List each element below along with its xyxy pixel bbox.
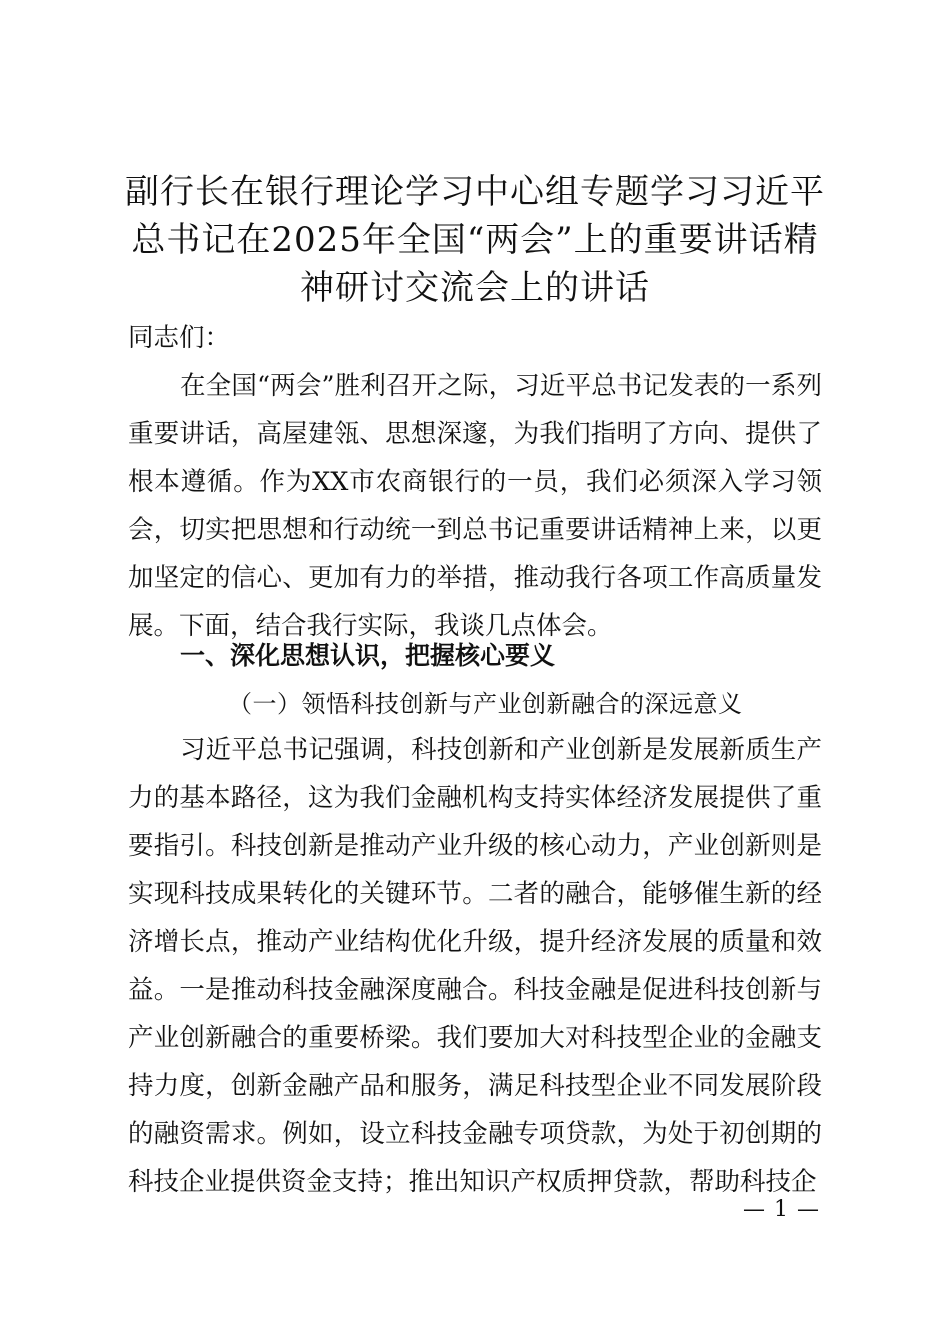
document-title: 副行长在银行理论学习中心组专题学习习近平总书记在2025年全国“两会”上的重要讲话精神研讨交流会上的讲话 xyxy=(125,172,825,308)
section-heading: 一、深化思想认识，把握核心要义 xyxy=(180,641,556,670)
page-number: — 1 — xyxy=(743,1197,820,1222)
salutation: 同志们： xyxy=(128,323,231,353)
paragraph-body: 习近平总书记强调，科技创新和产业创新是发展新质生产力的基本路径，这为我们金融机构支持实体经济发展提供了重要指引。科技创新是推动产业升级的核心动力，产业创新则是实现科技成果转化的关键环节。二者的融合，能够催生新的经济增长点，推动产业结构优化升级，提升经济发展的质量和效益。一是推动科技金融深度融合。科技金融是促进科技创新与产业创新融合的重要桥梁。我们要加大对科技型企业的金融支持力度，创新金融产品和服务，满足科技型企业不同发展阶段的融资需求。例如，设立科技金融专项贷款，为处于初创期的科技企业提供资金支持；推出知识产权质押贷款，帮助科技企 xyxy=(128,735,822,1197)
paragraph-intro: 在全国“两会”胜利召开之际，习近平总书记发表的一系列重要讲话，高屋建瓴、思想深邃，为我们指明了方向、提供了根本遵循。作为XX市农商银行的一员，我们必须深入学习领会，切实把思想和行动统一到总书记重要讲话精神上来，以更加坚定的信心、更加有力的举措，推动我行各项工作高质量发展。下面，结合我行实际，我谈几点体会。 xyxy=(128,371,822,641)
subsection-heading: （一）领悟科技创新与产业创新融合的深远意义 xyxy=(228,690,743,718)
